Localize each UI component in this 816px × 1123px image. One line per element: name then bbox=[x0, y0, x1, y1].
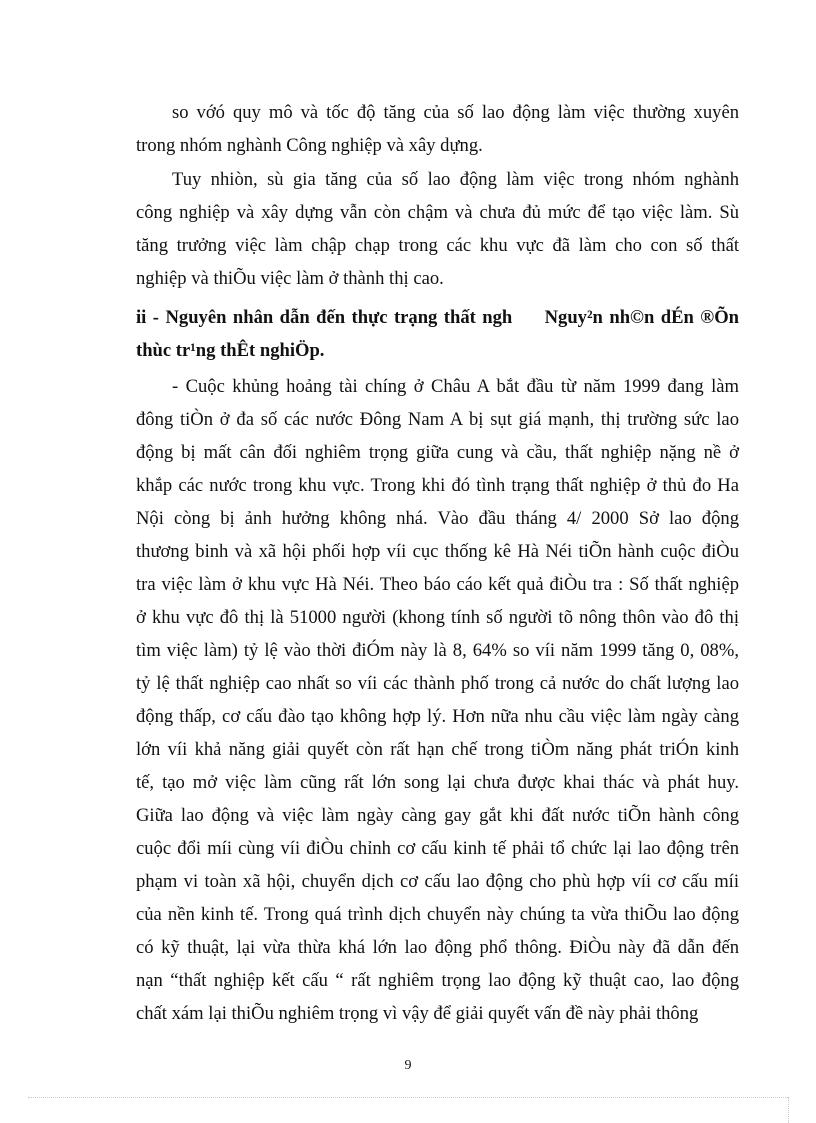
page-number: 9 bbox=[404, 1058, 412, 1073]
text-line: thương binh và xã hội phối hợp víi cục thống kê Hà Néi tiÕn hành cuộc điÒu bbox=[136, 541, 739, 562]
text-line: khắp các nước trong khu vực. Trong khi đó tình trạng thất nghiệp ở thủ đo Ha bbox=[136, 475, 739, 496]
paragraph-3 bbox=[136, 370, 739, 1030]
text-line: Tuy nhiòn, sù gia tăng của số lao động làm việc trong nhóm nghành bbox=[172, 169, 739, 190]
text-line: của nền kinh tế. Trong quá trình dịch chuyển này chúng ta vừa thiÕu lao động bbox=[136, 904, 739, 925]
text-line: Nội còng bị ảnh hưởng không nhá. Vào đầu tháng 4/ 2000 Sở lao động bbox=[136, 508, 739, 529]
text-line: lớn víi khả năng giải quyết còn rất hạn chế trong tiÒm năng phát triÓn kinh bbox=[136, 739, 739, 760]
text-line: chất xám lại thiÕu nghiêm trọng vì vậy để giải quyết vấn đề này phải thông bbox=[136, 1003, 699, 1024]
text-line: công nghiệp và xây dựng vẫn còn chậm và chưa đủ mức để tạo việc làm. Sù bbox=[136, 202, 739, 223]
page-boundary-rule bbox=[28, 1097, 788, 1098]
text-line: phạm vi toàn xã hội, chuyển dịch cơ cấu lao động cho phù hợp víi cơ cấu míi bbox=[136, 871, 739, 892]
text-line: - Cuộc khủng hoảng tài chíng ở Châu A bắt đầu từ năm 1999 đang làm bbox=[172, 376, 739, 397]
paragraph-2 bbox=[136, 163, 739, 295]
text-line: có kỹ thuật, lại vừa thừa khá lớn lao động phổ thông. ĐiÒu này đã dẫn đến bbox=[136, 937, 739, 958]
text-line: tăng trưởng việc làm chập chạp trong các khu vực đã làm cho con số thất bbox=[136, 235, 739, 256]
heading-line: ii - Nguyên nhân dẫn đến thực trạng thất ngh Nguy²n nh©n dÉn ®Õn bbox=[136, 307, 739, 328]
paragraph-1 bbox=[136, 96, 739, 162]
page-boundary-corner bbox=[788, 1097, 789, 1123]
text-line: tỷ lệ thất nghiệp cao nhất so víi các thành phố trong cả nước do chất lượng lao bbox=[136, 673, 739, 694]
text-line: Giữa lao động và việc làm ngày càng gay gắt khi đất nước tiÕn hành công bbox=[136, 805, 739, 826]
text-line: đông tiÒn ở đa số các nước Đông Nam A bị sụt giá mạnh, thị trường sức lao bbox=[136, 409, 739, 430]
section-heading bbox=[136, 301, 739, 367]
text-line: ở khu vực đô thị là 51000 người (khong tính số người tõ nông thôn vào đô thị bbox=[136, 607, 739, 628]
text-line: động bị mất cân đối nghiêm trọng giữa cung và cầu, thất nghiệp nặng nề ở bbox=[136, 442, 739, 463]
text-line: nghiệp và thiÕu việc làm ở thành thị cao. bbox=[136, 268, 444, 289]
text-line: nạn “thất nghiệp kết cấu “ rất nghiêm trọng lao động kỹ thuật cao, lao động bbox=[136, 970, 739, 991]
text-line: trong nhóm nghành Công nghiệp và xây dựng. bbox=[136, 135, 483, 156]
text-line: so vớó quy mô và tốc độ tăng của số lao động làm việc thường xuyên bbox=[172, 102, 739, 123]
text-line: tế, tạo mở việc làm cũng rất lớn song lại chưa được khai thác và phát huy. bbox=[136, 772, 739, 793]
text-line: cuộc đổi míi cùng víi điÒu chỉnh cơ cấu kinh tế phải tổ chức lại lao động trên bbox=[136, 838, 739, 859]
text-line: tra việc làm ở khu vực Hà Néi. Theo báo cáo kết quả điÒu tra : Số thất nghiệp bbox=[136, 574, 739, 595]
text-line: động thấp, cơ cấu đào tạo không hợp lý. Hơn nữa nhu cầu việc làm ngày càng bbox=[136, 706, 739, 727]
heading-line: thùc tr¹ng thÊt nghiÖp. bbox=[136, 340, 325, 361]
text-line: tìm việc làm) tỷ lệ vào thời điÓm này là 8, 64% so víi năm 1999 tăng 0, 08%, bbox=[136, 640, 739, 661]
